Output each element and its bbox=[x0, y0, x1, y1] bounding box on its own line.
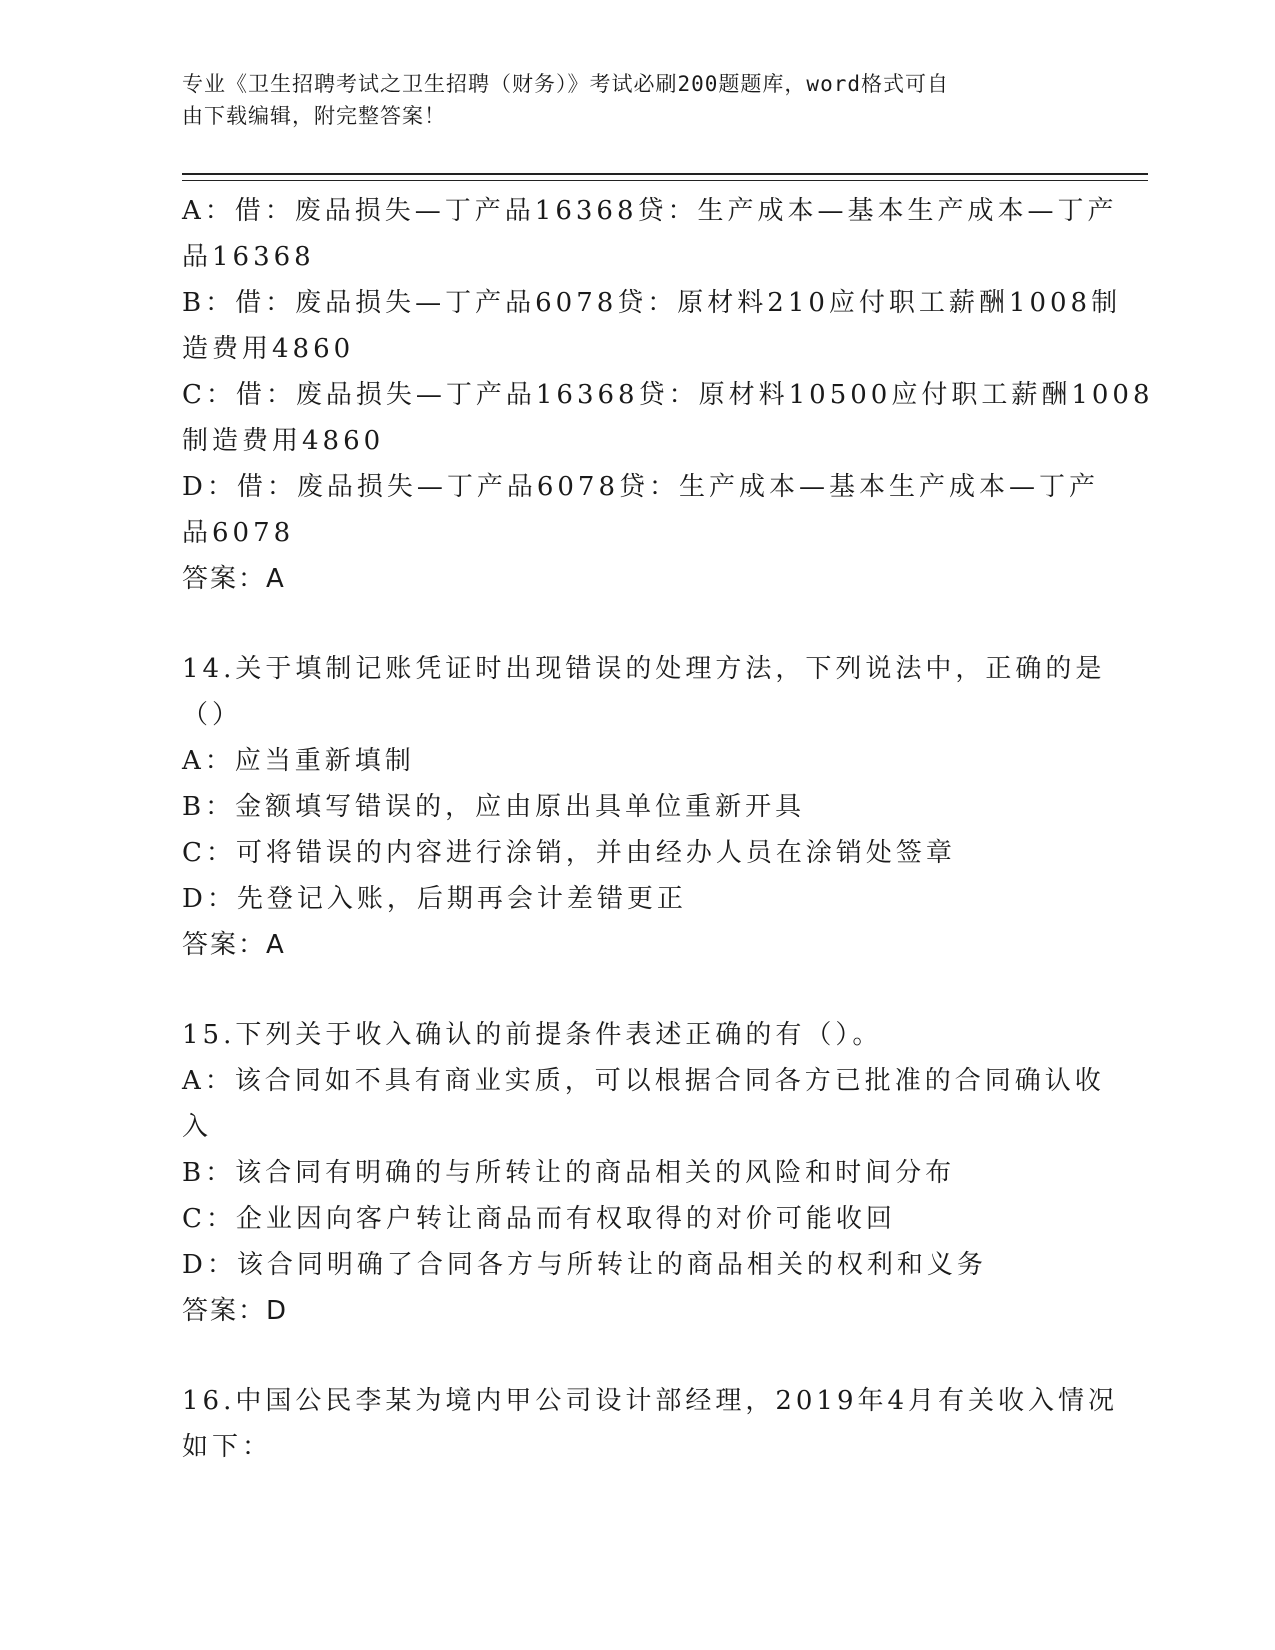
header-rule-thick bbox=[182, 173, 1148, 175]
document-header bbox=[182, 68, 1042, 132]
option-b: B：该合同有明确的与所转让的商品相关的风险和时间分布 bbox=[182, 1158, 956, 1188]
option-a-line-1: A：该合同如不具有商业实质，可以根据合同各方已批准的合同确认收 bbox=[182, 1066, 1105, 1096]
option-c: C：企业因向客户转让商品而有权取得的对价可能收回 bbox=[182, 1204, 896, 1234]
option-c-line-2: 制造费用4860 bbox=[182, 426, 385, 456]
option-c-line-1: C：借：废品损失—丁产品16368贷：原材料10500应付职工薪酬1008 bbox=[182, 380, 1154, 410]
question-16 bbox=[182, 1378, 1119, 1470]
option-c: C：可将错误的内容进行涂销，并由经办人员在涂销处签章 bbox=[182, 838, 956, 868]
option-a-line-1: A：借：废品损失—丁产品16368贷：生产成本—基本生产成本—丁产 bbox=[182, 196, 1118, 226]
question-stem-line-1: 14.关于填制记账凭证时出现错误的处理方法，下列说法中，正确的是 bbox=[182, 654, 1106, 684]
option-b-line-1: B：借：废品损失—丁产品6078贷：原材料210应付职工薪酬1008制 bbox=[182, 288, 1122, 318]
option-a: A：应当重新填制 bbox=[182, 746, 415, 776]
question-13 bbox=[182, 188, 1154, 602]
option-a-line-2: 入 bbox=[182, 1112, 213, 1142]
question-stem: 15.下列关于收入确认的前提条件表述正确的有（）。 bbox=[182, 1020, 883, 1050]
question-content bbox=[182, 188, 1154, 1470]
option-d-line-2: 品6078 bbox=[182, 518, 295, 548]
question-15 bbox=[182, 1012, 1105, 1334]
option-d: D：该合同明确了合同各方与所转让的商品相关的权利和义务 bbox=[182, 1250, 987, 1280]
question-stem-line-2: 如下： bbox=[182, 1432, 273, 1462]
option-b-line-2: 造费用4860 bbox=[182, 334, 355, 364]
header-line-1: 专业《卫生招聘考试之卫生招聘（财务）》考试必刷200题题库，word格式可自 bbox=[182, 72, 949, 96]
header-line-2: 由下载编辑，附完整答案！ bbox=[182, 104, 446, 128]
answer-label: 答案：A bbox=[182, 564, 286, 594]
answer-label: 答案：A bbox=[182, 930, 286, 960]
question-stem-line-1: 16.中国公民李某为境内甲公司设计部经理，2019年4月有关收入情况 bbox=[182, 1386, 1119, 1416]
option-a-line-2: 品16368 bbox=[182, 242, 315, 272]
question-14 bbox=[182, 646, 1106, 968]
answer-label: 答案：D bbox=[182, 1296, 289, 1326]
option-b: B：金额填写错误的，应由原出具单位重新开具 bbox=[182, 792, 806, 822]
option-d: D：先登记入账，后期再会计差错更正 bbox=[182, 884, 687, 914]
option-d-line-1: D：借：废品损失—丁产品6078贷：生产成本—基本生产成本—丁产 bbox=[182, 472, 1100, 502]
question-stem-line-2: （） bbox=[182, 700, 243, 730]
header-rule-thin bbox=[182, 180, 1148, 181]
